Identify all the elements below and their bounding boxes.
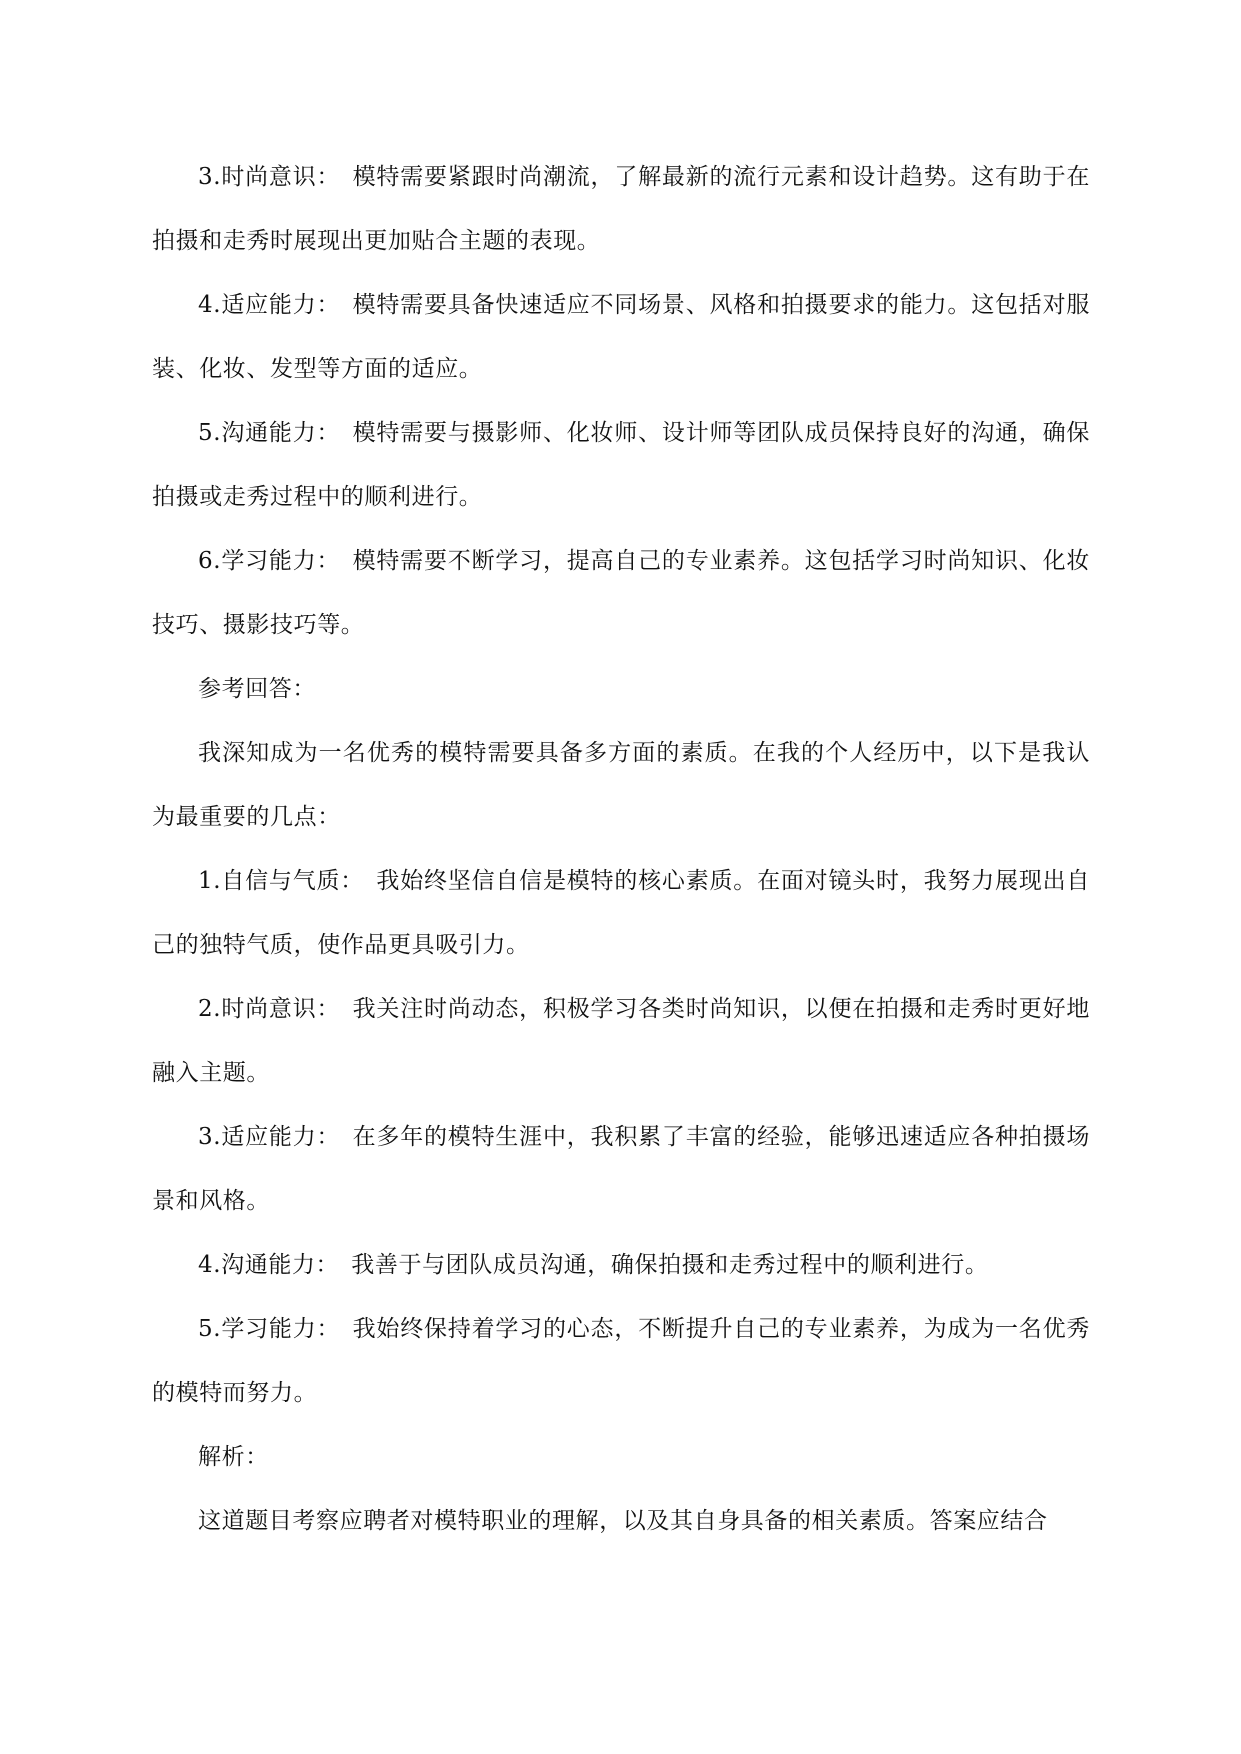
paragraph-text: 模特需要不断学习，提高自己的专业素养。这包括学习时尚知识、化妆技巧、摄影技巧等。 bbox=[152, 548, 1090, 638]
paragraph-answer-adaptability bbox=[152, 1105, 1090, 1233]
paragraph-answer-learning bbox=[152, 1297, 1090, 1425]
paragraph-text: 这道题目考察应聘者对模特职业的理解，以及其自身具备的相关素质。答案应结合 bbox=[198, 1508, 1048, 1534]
paragraph-label: 4.沟通能力： bbox=[198, 1252, 328, 1278]
paragraph-text: 模特需要紧跟时尚潮流，了解最新的流行元素和设计趋势。这有助于在拍摄和走秀时展现出更加贴合主题的表现。 bbox=[152, 164, 1090, 254]
paragraph-label: 4.适应能力： bbox=[198, 292, 329, 318]
paragraph-answer-confidence bbox=[152, 849, 1090, 977]
paragraph-answer-communication bbox=[152, 1233, 1090, 1297]
paragraph-fashion-awareness bbox=[152, 145, 1090, 273]
paragraph-learning bbox=[152, 529, 1090, 657]
paragraph-text: 我善于与团队成员沟通，确保拍摄和走秀过程中的顺利进行。 bbox=[351, 1252, 989, 1278]
paragraph-text: 我始终保持着学习的心态，不断提升自己的专业素养，为成为一名优秀的模特而努力。 bbox=[152, 1316, 1090, 1406]
paragraph-text: 模特需要具备快速适应不同场景、风格和拍摄要求的能力。这包括对服装、化妆、发型等方面的适应。 bbox=[152, 292, 1090, 382]
paragraph-reference-answer-heading bbox=[152, 657, 1090, 721]
paragraph-text: 模特需要与摄影师、化妆师、设计师等团队成员保持良好的沟通，确保拍摄或走秀过程中的顺利进行。 bbox=[152, 420, 1090, 510]
paragraph-answer-intro bbox=[152, 721, 1090, 849]
paragraph-text: 参考回答： bbox=[198, 676, 316, 702]
paragraph-label: 1.自信与气质： bbox=[198, 868, 353, 894]
paragraph-communication bbox=[152, 401, 1090, 529]
paragraph-label: 5.学习能力： bbox=[198, 1316, 329, 1342]
paragraph-answer-fashion bbox=[152, 977, 1090, 1105]
paragraph-adaptability bbox=[152, 273, 1090, 401]
paragraph-label: 3.时尚意识： bbox=[198, 164, 329, 190]
paragraph-label: 6.学习能力： bbox=[198, 548, 329, 574]
paragraph-text: 解析： bbox=[198, 1444, 269, 1470]
paragraph-label: 3.适应能力： bbox=[198, 1124, 329, 1150]
paragraph-label: 5.沟通能力： bbox=[198, 420, 329, 446]
document-page bbox=[152, 145, 1090, 1553]
paragraph-text: 我始终坚信自信是模特的核心素质。在面对镜头时，我努力展现出自己的独特气质，使作品更具吸引力。 bbox=[152, 868, 1091, 958]
paragraph-text: 我关注时尚动态，积极学习各类时尚知识，以便在拍摄和走秀时更好地融入主题。 bbox=[152, 996, 1090, 1086]
paragraph-label: 2.时尚意识： bbox=[198, 996, 329, 1022]
paragraph-analysis-text bbox=[152, 1489, 1090, 1553]
paragraph-text: 在多年的模特生涯中，我积累了丰富的经验，能够迅速适应各种拍摄场景和风格。 bbox=[152, 1124, 1090, 1214]
paragraph-text: 我深知成为一名优秀的模特需要具备多方面的素质。在我的个人经历中，以下是我认为最重要的几点： bbox=[152, 740, 1090, 830]
paragraph-analysis-heading bbox=[152, 1425, 1090, 1489]
